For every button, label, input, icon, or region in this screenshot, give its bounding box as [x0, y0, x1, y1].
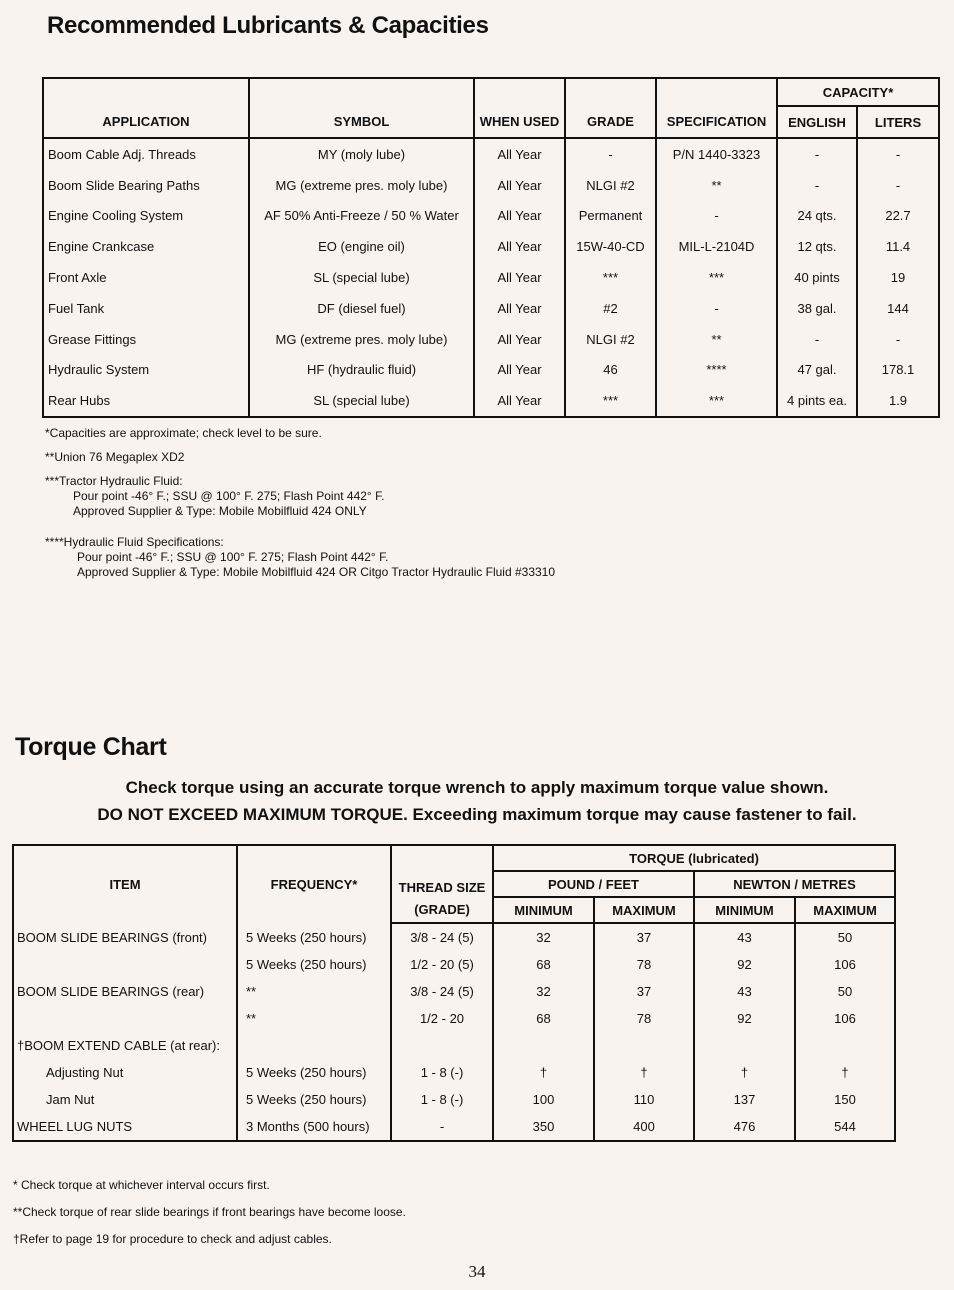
header-pound-feet: POUND / FEET [493, 871, 694, 897]
cell-symbol: MY (moly lube) [249, 138, 474, 170]
cell-grade: *** [565, 262, 656, 293]
cell-symbol: AF 50% Anti-Freeze / 50 % Water [249, 201, 474, 232]
cell-thread [391, 1032, 493, 1059]
cell-nm_min [694, 1032, 795, 1059]
cell-liters: 11.4 [857, 231, 939, 262]
cell-pf_min: 350 [493, 1113, 594, 1141]
header-nm-maximum: MAXIMUM [795, 897, 895, 923]
cell-application: Fuel Tank [43, 293, 249, 324]
cell-nm_max: † [795, 1059, 895, 1086]
cell-spec: ** [656, 170, 777, 201]
cell-grade: 46 [565, 355, 656, 386]
cell-spec: - [656, 201, 777, 232]
cell-liters: 22.7 [857, 201, 939, 232]
cell-item: BOOM SLIDE BEARINGS (rear) [13, 978, 237, 1005]
cell-symbol: SL (special lube) [249, 385, 474, 417]
cell-application: Boom Cable Adj. Threads [43, 138, 249, 170]
cell-thread: 3/8 - 24 (5) [391, 923, 493, 951]
cell-symbol: DF (diesel fuel) [249, 293, 474, 324]
cell-nm_min: 92 [694, 951, 795, 978]
cell-freq: 3 Months (500 hours) [237, 1113, 391, 1141]
cell-liters: 19 [857, 262, 939, 293]
cell-freq [237, 1032, 391, 1059]
cell-item: Adjusting Nut [13, 1059, 237, 1086]
header-liters: LITERS [857, 106, 939, 138]
table-row [13, 923, 895, 951]
table-row [43, 385, 939, 417]
cell-symbol: HF (hydraulic fluid) [249, 355, 474, 386]
cell-grade: Permanent [565, 201, 656, 232]
cell-thread: 1/2 - 20 [391, 1005, 493, 1032]
torque-title: Torque Chart [15, 733, 167, 761]
cell-item [13, 951, 237, 978]
torque-table-body [13, 923, 895, 1141]
cell-symbol: EO (engine oil) [249, 231, 474, 262]
note-hydraulic-spec-line2: Approved Supplier & Type: Mobile Mobilfluid 424 OR Citgo Tractor Hydraulic Fluid #33310 [77, 565, 556, 579]
table-row [43, 293, 939, 324]
cell-nm_min: 43 [694, 978, 795, 1005]
header-item: ITEM [13, 845, 237, 923]
cell-spec: ** [656, 324, 777, 355]
cell-when: All Year [474, 262, 565, 293]
header-when-used: WHEN USED [474, 78, 565, 138]
table-row [43, 324, 939, 355]
cell-english: 38 gal. [777, 293, 857, 324]
cell-item [13, 1005, 237, 1032]
cell-nm_min: 92 [694, 1005, 795, 1032]
cell-application: Rear Hubs [43, 385, 249, 417]
note-tractor-fluid-line2: Approved Supplier & Type: Mobile Mobilfluid 424 ONLY [73, 504, 367, 518]
cell-when: All Year [474, 355, 565, 386]
cell-nm_min: 476 [694, 1113, 795, 1141]
table-row [13, 1032, 895, 1059]
header-thread-size: THREAD SIZE [391, 845, 493, 897]
cell-nm_max: 50 [795, 923, 895, 951]
header-nm-minimum: MINIMUM [694, 897, 795, 923]
cell-freq: 5 Weeks (250 hours) [237, 923, 391, 951]
cell-pf_max: † [594, 1059, 694, 1086]
cell-pf_max: 78 [594, 1005, 694, 1032]
cell-nm_max: 544 [795, 1113, 895, 1141]
cell-item: Jam Nut [13, 1086, 237, 1113]
cell-freq: ** [237, 1005, 391, 1032]
note-hydraulic-spec-title: ****Hydraulic Fluid Specifications: [45, 535, 224, 549]
table-row [43, 201, 939, 232]
cell-nm_min: † [694, 1059, 795, 1086]
table-row [13, 1086, 895, 1113]
table-row [43, 355, 939, 386]
torque-instruction-2: DO NOT EXCEED MAXIMUM TORQUE. Exceeding maximum torque may cause fastener to fail. [97, 805, 857, 824]
cell-liters: - [857, 138, 939, 170]
cell-thread: 1 - 8 (-) [391, 1086, 493, 1113]
table-row [13, 1059, 895, 1086]
cell-spec: - [656, 293, 777, 324]
cell-spec: **** [656, 355, 777, 386]
cell-english: - [777, 170, 857, 201]
cell-grade: 15W-40-CD [565, 231, 656, 262]
lubricant-notes [45, 426, 555, 580]
cell-when: All Year [474, 293, 565, 324]
lubricants-title: Recommended Lubricants & Capacities [47, 12, 489, 39]
cell-pf_max: 400 [594, 1113, 694, 1141]
header-grade: (GRADE) [391, 897, 493, 923]
header-english: ENGLISH [777, 106, 857, 138]
header-application: APPLICATION [43, 78, 249, 138]
header-capacity: CAPACITY* [777, 78, 939, 106]
cell-english: 24 qts. [777, 201, 857, 232]
cell-english: 40 pints [777, 262, 857, 293]
cell-symbol: MG (extreme pres. moly lube) [249, 324, 474, 355]
cell-grade: - [565, 138, 656, 170]
header-frequency: FREQUENCY* [237, 845, 391, 923]
cell-application: Engine Crankcase [43, 231, 249, 262]
cell-pf_min: 68 [493, 1005, 594, 1032]
cell-pf_min: 32 [493, 978, 594, 1005]
cell-nm_max: 50 [795, 978, 895, 1005]
cell-spec: *** [656, 385, 777, 417]
torque-instruction-1: Check torque using an accurate torque wrench to apply maximum torque value shown. [125, 778, 829, 797]
header-torque: TORQUE (lubricated) [493, 845, 895, 871]
cell-item: †BOOM EXTEND CABLE (at rear): [13, 1032, 237, 1059]
header-pf-minimum: MINIMUM [493, 897, 594, 923]
cell-when: All Year [474, 324, 565, 355]
cell-nm_max: 106 [795, 1005, 895, 1032]
cell-liters: - [857, 324, 939, 355]
cell-grade: NLGI #2 [565, 324, 656, 355]
cell-pf_max: 110 [594, 1086, 694, 1113]
footnote-interval: * Check torque at whichever interval occurs first. [13, 1178, 270, 1192]
cell-nm_min: 137 [694, 1086, 795, 1113]
cell-when: All Year [474, 201, 565, 232]
header-grade: GRADE [565, 78, 656, 138]
table-row [13, 978, 895, 1005]
note-capacities: *Capacities are approximate; check level to be sure. [45, 426, 322, 440]
cell-liters: 1.9 [857, 385, 939, 417]
table-row [13, 1113, 895, 1141]
cell-when: All Year [474, 170, 565, 201]
cell-when: All Year [474, 231, 565, 262]
cell-application: Engine Cooling System [43, 201, 249, 232]
cell-when: All Year [474, 385, 565, 417]
cell-liters: 178.1 [857, 355, 939, 386]
cell-liters: 144 [857, 293, 939, 324]
footnote-rear-bearings: **Check torque of rear slide bearings if front bearings have become loose. [13, 1205, 406, 1219]
note-union-76: **Union 76 Megaplex XD2 [45, 450, 185, 464]
cell-spec: MIL-L-2104D [656, 231, 777, 262]
lubricants-table [42, 77, 940, 418]
note-tractor-fluid-title: ***Tractor Hydraulic Fluid: [45, 474, 183, 488]
cell-english: 4 pints ea. [777, 385, 857, 417]
cell-nm_max: 150 [795, 1086, 895, 1113]
cell-pf_min: † [493, 1059, 594, 1086]
cell-application: Front Axle [43, 262, 249, 293]
note-tractor-fluid-line1: Pour point -46° F.; SSU @ 100° F. 275; Flash Point 442° F. [73, 489, 385, 503]
torque-table [12, 844, 896, 1142]
cell-thread: - [391, 1113, 493, 1141]
cell-thread: 3/8 - 24 (5) [391, 978, 493, 1005]
table-row [43, 262, 939, 293]
cell-english: 47 gal. [777, 355, 857, 386]
cell-pf_min: 100 [493, 1086, 594, 1113]
table-row [43, 170, 939, 201]
cell-spec: P/N 1440-3323 [656, 138, 777, 170]
cell-application: Boom Slide Bearing Paths [43, 170, 249, 201]
header-newton-metres: NEWTON / METRES [694, 871, 895, 897]
torque-footnotes [13, 1172, 406, 1253]
cell-pf_min: 32 [493, 923, 594, 951]
cell-grade: #2 [565, 293, 656, 324]
cell-thread: 1/2 - 20 (5) [391, 951, 493, 978]
table-row [43, 138, 939, 170]
cell-nm_max [795, 1032, 895, 1059]
cell-application: Grease Fittings [43, 324, 249, 355]
cell-pf_max: 37 [594, 923, 694, 951]
cell-item: WHEEL LUG NUTS [13, 1113, 237, 1141]
cell-english: - [777, 324, 857, 355]
cell-freq: 5 Weeks (250 hours) [237, 1086, 391, 1113]
table-row [13, 1005, 895, 1032]
cell-spec: *** [656, 262, 777, 293]
cell-freq: 5 Weeks (250 hours) [237, 1059, 391, 1086]
cell-pf_max: 37 [594, 978, 694, 1005]
cell-symbol: SL (special lube) [249, 262, 474, 293]
page-number: 34 [468, 1262, 486, 1281]
cell-item: BOOM SLIDE BEARINGS (front) [13, 923, 237, 951]
cell-pf_max: 78 [594, 951, 694, 978]
cell-liters: - [857, 170, 939, 201]
header-pf-maximum: MAXIMUM [594, 897, 694, 923]
cell-thread: 1 - 8 (-) [391, 1059, 493, 1086]
cell-when: All Year [474, 138, 565, 170]
cell-english: - [777, 138, 857, 170]
cell-pf_min [493, 1032, 594, 1059]
cell-symbol: MG (extreme pres. moly lube) [249, 170, 474, 201]
header-symbol: SYMBOL [249, 78, 474, 138]
cell-nm_min: 43 [694, 923, 795, 951]
cell-application: Hydraulic System [43, 355, 249, 386]
cell-grade: NLGI #2 [565, 170, 656, 201]
header-specification: SPECIFICATION [656, 78, 777, 138]
cell-freq: ** [237, 978, 391, 1005]
cell-nm_max: 106 [795, 951, 895, 978]
cell-pf_max [594, 1032, 694, 1059]
cell-pf_min: 68 [493, 951, 594, 978]
cell-freq: 5 Weeks (250 hours) [237, 951, 391, 978]
lubricants-table-body [43, 138, 939, 417]
note-hydraulic-spec-line1: Pour point -46° F.; SSU @ 100° F. 275; Flash Point 442° F. [77, 550, 389, 564]
footnote-cables: †Refer to page 19 for procedure to check and adjust cables. [13, 1232, 332, 1246]
table-row [13, 951, 895, 978]
cell-grade: *** [565, 385, 656, 417]
table-row [43, 231, 939, 262]
cell-english: 12 qts. [777, 231, 857, 262]
